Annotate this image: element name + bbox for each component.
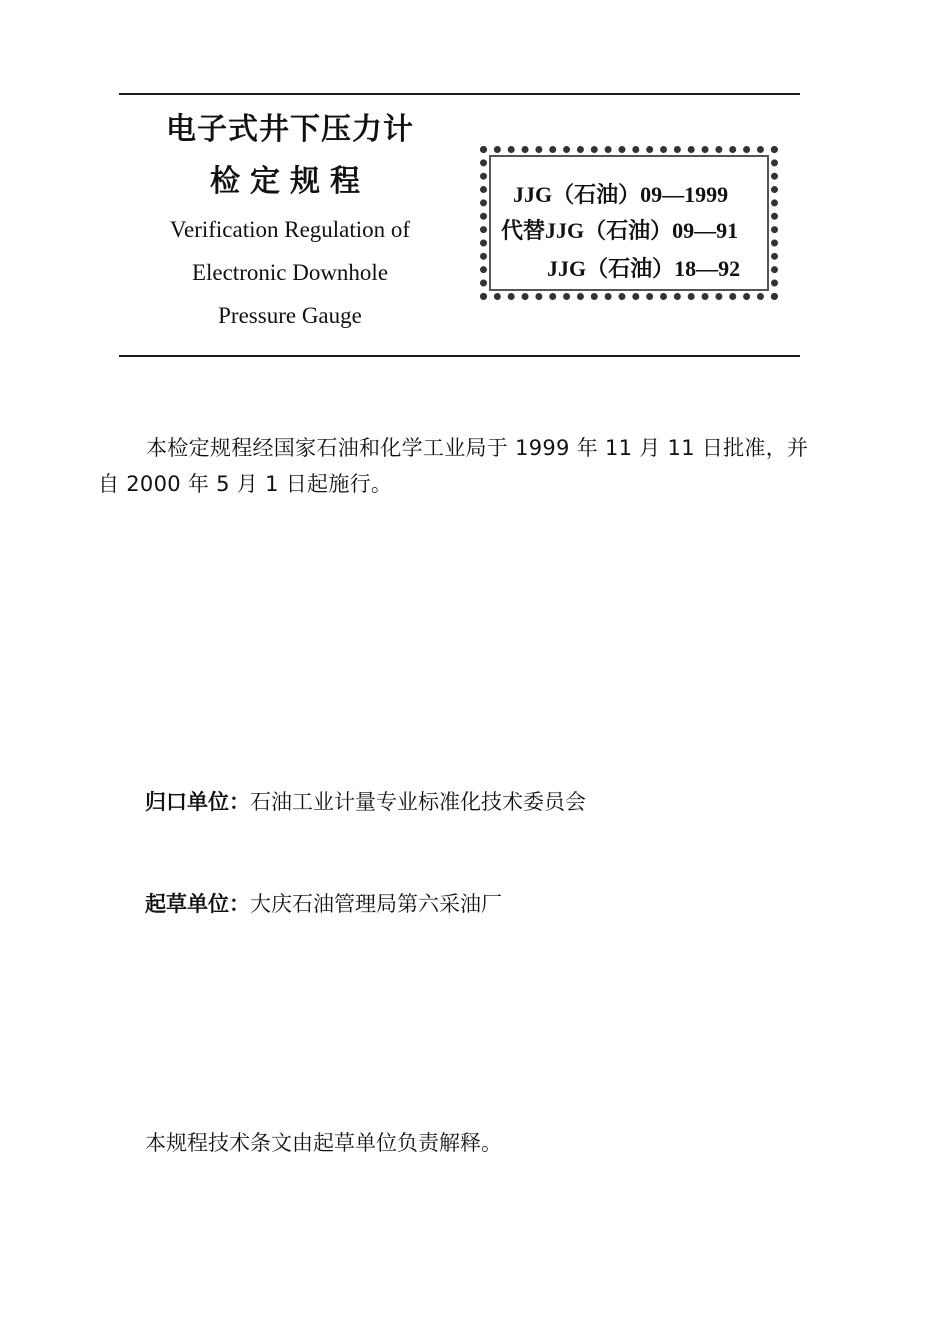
title-block — [140, 110, 440, 337]
replaced-code-1: 代替JJG（石油）09—91 — [501, 218, 739, 243]
interpretation-note: 本规程技术条文由起草单位负责解释。 — [145, 1131, 502, 1155]
responsible-unit-value: 石油工业计量专业标准化技术委员会 — [250, 790, 586, 814]
standard-code: JJG（石油）09—1999 — [513, 182, 729, 207]
drafting-unit-label: 起草单位： — [145, 892, 250, 916]
responsible-unit — [145, 784, 586, 820]
title-english-line2: Electronic Downhole — [191, 260, 389, 285]
responsible-unit-label: 归口单位： — [145, 790, 250, 814]
replaced-code-2: JJG（石油）18—92 — [547, 256, 741, 281]
bottom-rule — [119, 355, 800, 357]
drafting-unit-value: 大庆石油管理局第六采油厂 — [250, 892, 502, 916]
drafting-unit — [145, 886, 502, 922]
subtitle-chinese: 检定规程 — [210, 164, 370, 199]
top-rule — [119, 93, 800, 95]
title-english-line3: Pressure Gauge — [218, 303, 362, 328]
title-chinese: 电子式井下压力计 — [166, 112, 414, 147]
standard-code-box — [480, 146, 778, 300]
title-english-line1: Verification Regulation of — [169, 217, 411, 242]
approval-paragraph: 本检定规程经国家石油和化学工业局于 1999 年 11 月 11 日批准，并自 2000 年 5 月 1 日起施行。 — [98, 436, 809, 496]
